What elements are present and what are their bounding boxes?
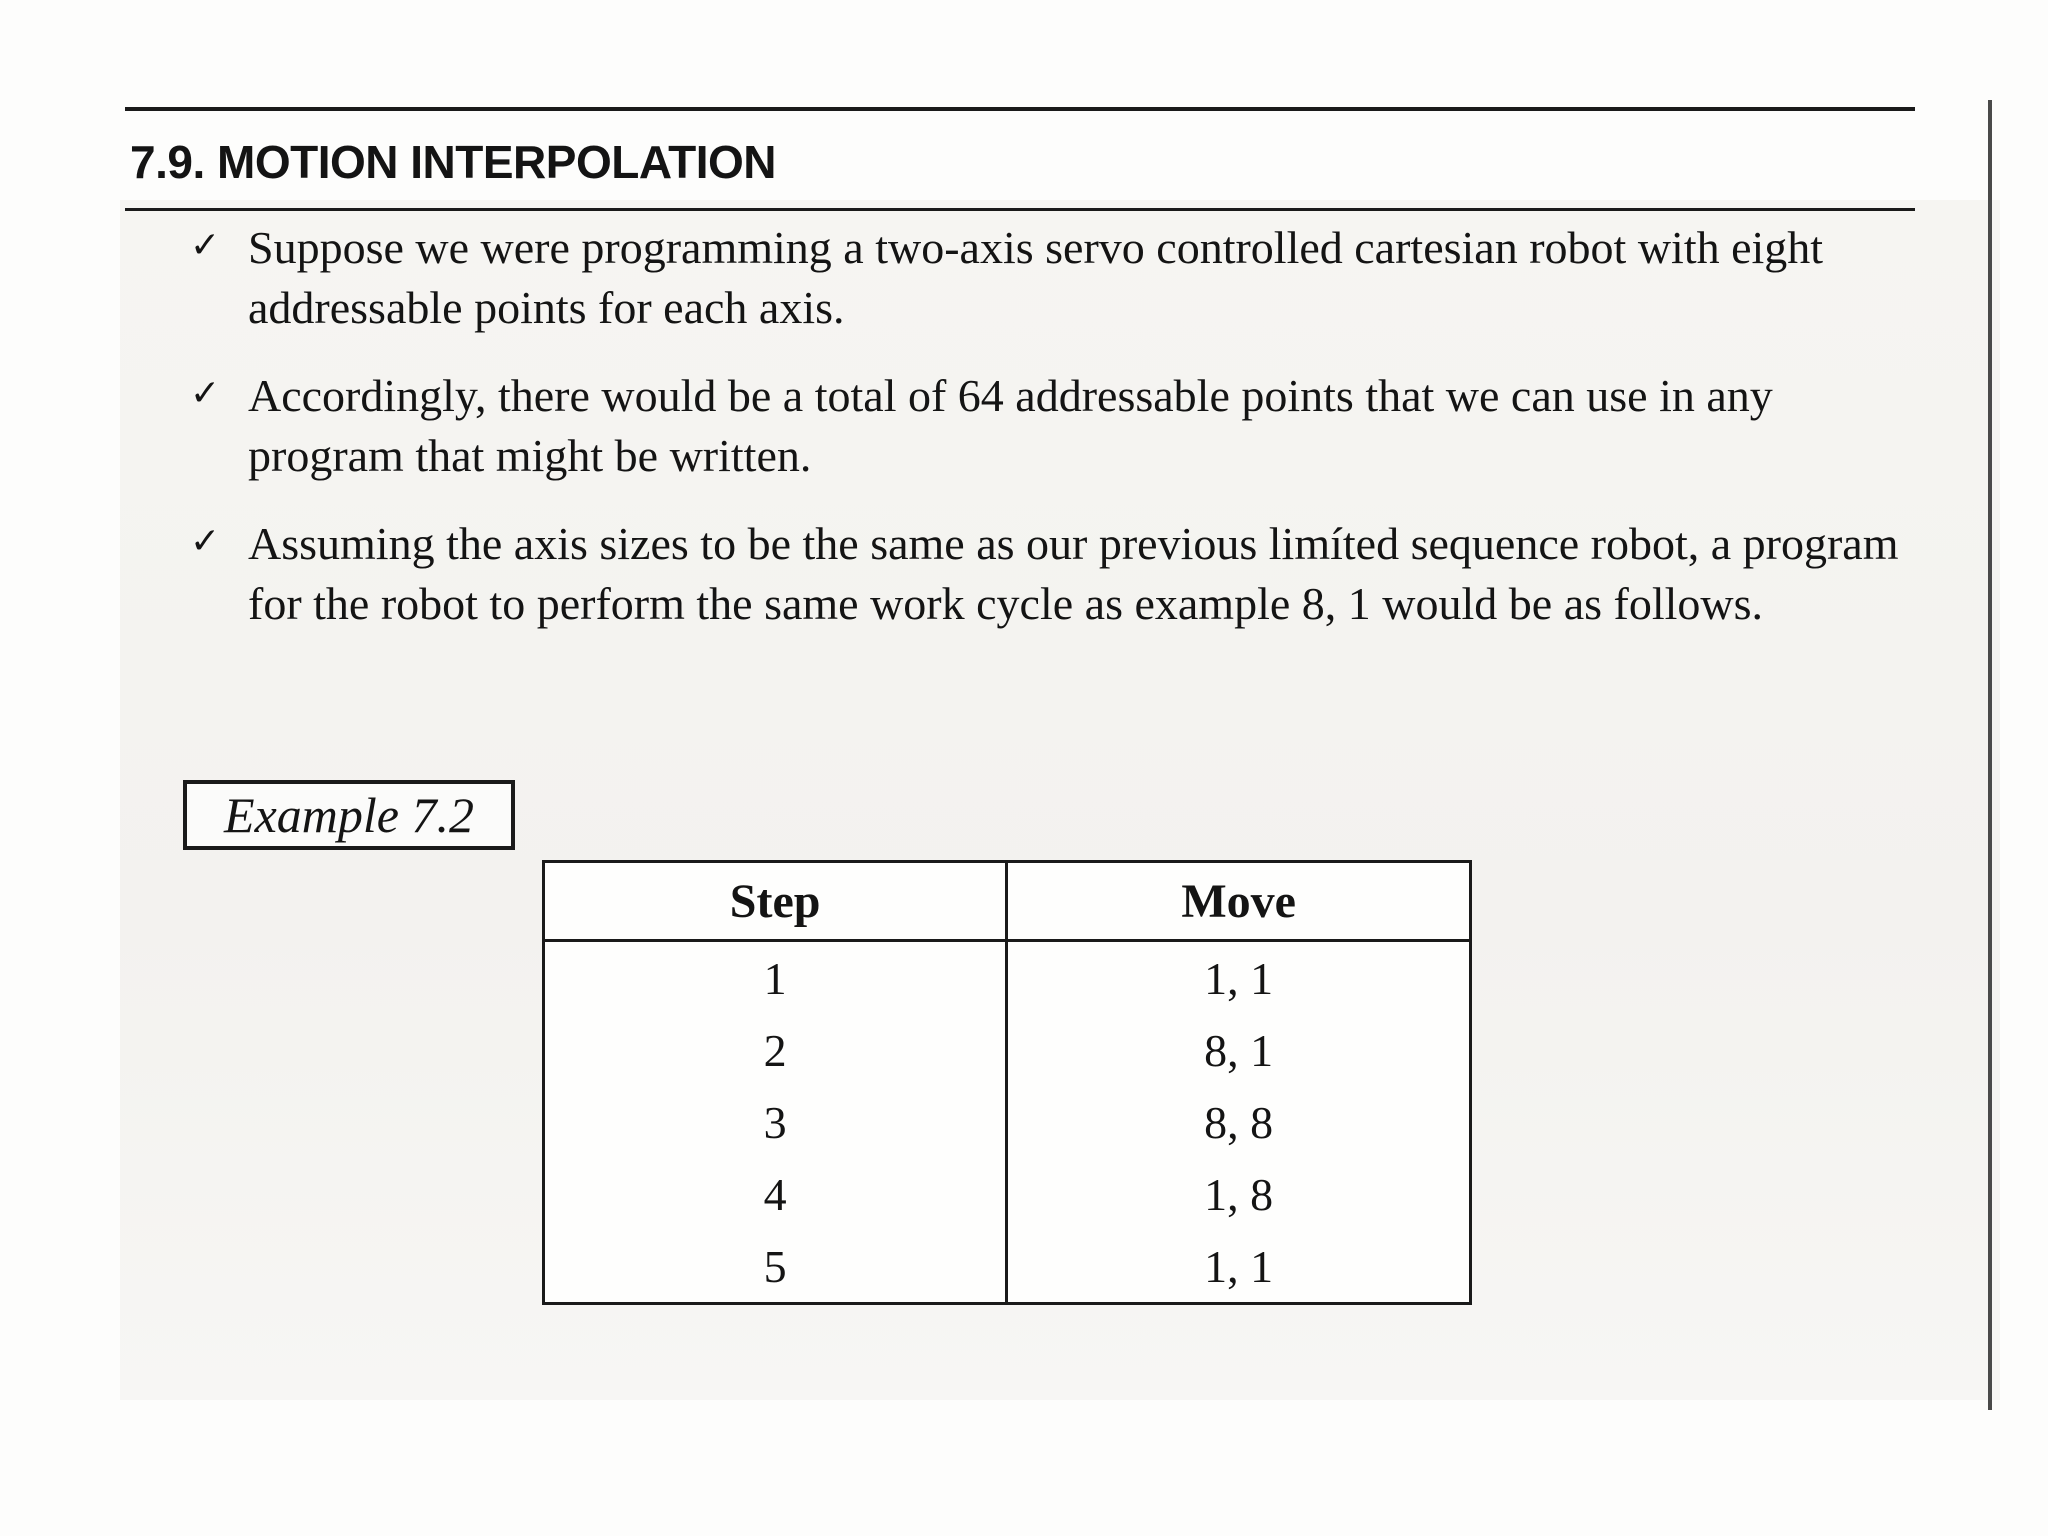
cell-step: 1 (544, 941, 1007, 1015)
check-mark-icon: ✓ (190, 521, 221, 562)
table-row (544, 1158, 1471, 1230)
cell-move: 8, 1 (1007, 1014, 1471, 1086)
title-rule-bottom (125, 208, 1915, 211)
bullet-item (190, 218, 1910, 338)
header-step: Step (544, 862, 1007, 941)
table-row (544, 1014, 1471, 1086)
title-rule-top (125, 107, 1915, 111)
bullet-item (190, 514, 1910, 634)
cell-step: 2 (544, 1014, 1007, 1086)
cell-move: 8, 8 (1007, 1086, 1471, 1158)
table-row (544, 1230, 1471, 1304)
page-edge-line (1988, 100, 1992, 1410)
cell-move: 1, 8 (1007, 1158, 1471, 1230)
bullet-list (190, 218, 1910, 662)
check-mark-icon: ✓ (190, 225, 221, 266)
cell-step: 4 (544, 1158, 1007, 1230)
header-move: Move (1007, 862, 1471, 941)
section-title: 7.9. MOTION INTERPOLATION (130, 136, 777, 188)
cell-step: 3 (544, 1086, 1007, 1158)
example-label-box (183, 780, 515, 850)
cell-move: 1, 1 (1007, 1230, 1471, 1304)
bullet-text: Suppose we were programming a two-axis servo controlled cartesian robot with eight addressable points for each axis. (248, 222, 1824, 333)
example-label: Example 7.2 (224, 787, 474, 843)
cell-step: 5 (544, 1230, 1007, 1304)
bullet-item (190, 366, 1910, 486)
step-move-table (542, 860, 1472, 1305)
table-header-row (544, 862, 1471, 941)
check-mark-icon: ✓ (190, 373, 221, 414)
bullet-text: Assuming the axis sizes to be the same as our previous limíted sequence robot, a program for the robot to perform the same work cycle as example 8, 1 would be as follows. (248, 518, 1899, 629)
table-row (544, 941, 1471, 1015)
table-row (544, 1086, 1471, 1158)
cell-move: 1, 1 (1007, 941, 1471, 1015)
bullet-text: Accordingly, there would be a total of 64 addressable points that we can use in any program that might be written. (248, 370, 1773, 481)
